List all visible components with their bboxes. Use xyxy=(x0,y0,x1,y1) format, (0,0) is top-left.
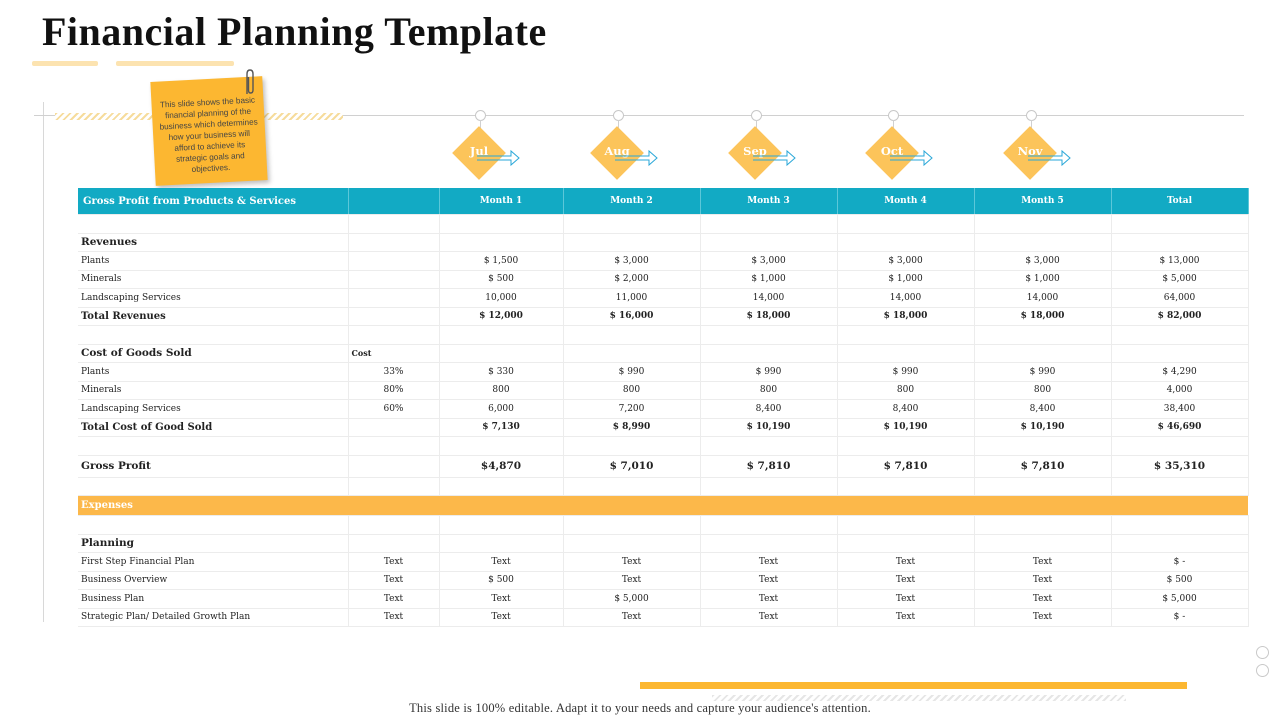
row-label: Business Plan xyxy=(78,590,348,609)
cell-value: 14,000 xyxy=(700,289,837,308)
month-node-oct xyxy=(864,110,924,190)
nav-dot-1[interactable] xyxy=(1256,646,1269,659)
month-node-aug xyxy=(589,110,649,190)
month-label: Sep xyxy=(743,144,767,158)
cost-label: Cost xyxy=(348,344,439,363)
cell-total: $ 46,690 xyxy=(1111,418,1248,437)
cell-value: 800 xyxy=(974,381,1111,400)
cell-value: $ 10,190 xyxy=(974,418,1111,437)
arrow-right-icon xyxy=(613,148,659,168)
month-label: Aug xyxy=(604,144,630,158)
spacer-row xyxy=(78,215,1248,234)
cell-value: 8,400 xyxy=(837,400,974,419)
table-row xyxy=(78,381,1248,400)
cell-value: $ 10,190 xyxy=(837,418,974,437)
cell-value: 800 xyxy=(700,381,837,400)
table-row xyxy=(78,270,1248,289)
spacer-row xyxy=(78,326,1248,345)
cell-value: Text xyxy=(700,571,837,590)
cell-value: $ 3,000 xyxy=(974,252,1111,271)
cell-total: $ 13,000 xyxy=(1111,252,1248,271)
cell-value: Text xyxy=(348,571,439,590)
cell-total: 64,000 xyxy=(1111,289,1248,308)
cell-value: $ 18,000 xyxy=(700,307,837,326)
cell-value: Text xyxy=(700,590,837,609)
section-title: Planning xyxy=(78,534,348,553)
cell-total: $ 82,000 xyxy=(1111,307,1248,326)
cell-value: 8,400 xyxy=(700,400,837,419)
cell-value: $ 990 xyxy=(700,363,837,382)
month-node-nov xyxy=(1002,110,1062,190)
row-label: Total Cost of Good Sold xyxy=(78,418,348,437)
row-label: Business Overview xyxy=(78,571,348,590)
cell-value: $4,870 xyxy=(439,455,563,477)
sticky-note-text: This slide shows the basic financial planning of the business which determines how your business will afford to achieve its strategic goals and objectives. xyxy=(159,95,258,174)
header-cell: Gross Profit from Products & Services xyxy=(78,188,348,215)
cell-value: Text xyxy=(348,553,439,572)
row-label: Plants xyxy=(78,363,348,382)
row-label: Landscaping Services xyxy=(78,400,348,419)
table-header-row xyxy=(78,188,1248,215)
cell-value: Text xyxy=(439,590,563,609)
month-label: Jul xyxy=(469,144,489,158)
cell-value: Text xyxy=(563,608,700,627)
cell-value: 800 xyxy=(837,381,974,400)
header-cell: Month 2 xyxy=(563,188,700,215)
cell-value: Text xyxy=(700,608,837,627)
cell-value: $ 330 xyxy=(439,363,563,382)
title-underline-left xyxy=(32,61,98,66)
cell-total: 38,400 xyxy=(1111,400,1248,419)
footer-accent-bar xyxy=(640,682,1187,689)
cell-value: 8,400 xyxy=(974,400,1111,419)
cell-value: 800 xyxy=(563,381,700,400)
cell-value: Text xyxy=(837,608,974,627)
row-label: Plants xyxy=(78,252,348,271)
cell-value: Text xyxy=(700,553,837,572)
slide-title: Financial Planning Template xyxy=(42,9,547,54)
table-row xyxy=(78,400,1248,419)
cell-value: Text xyxy=(837,571,974,590)
cell-value: 6,000 xyxy=(439,400,563,419)
cell-value: 800 xyxy=(439,381,563,400)
table-row xyxy=(78,553,1248,572)
cell-value: 11,000 xyxy=(563,289,700,308)
cell-value: Text xyxy=(837,553,974,572)
table-row xyxy=(78,608,1248,627)
cell-value: $ 8,990 xyxy=(563,418,700,437)
cell-value: $ 1,000 xyxy=(700,270,837,289)
cell-total: 4,000 xyxy=(1111,381,1248,400)
cell-value: 10,000 xyxy=(439,289,563,308)
cell-value: Text xyxy=(974,590,1111,609)
cell-value: $ 990 xyxy=(837,363,974,382)
cell-value: $ 990 xyxy=(563,363,700,382)
arrow-right-icon xyxy=(888,148,934,168)
month-node-jul xyxy=(451,110,511,190)
cell-value: $ 16,000 xyxy=(563,307,700,326)
cell-total: $ 500 xyxy=(1111,571,1248,590)
table-row xyxy=(78,590,1248,609)
arrow-right-icon xyxy=(1026,148,1072,168)
cell-value: $ 7,810 xyxy=(837,455,974,477)
spacer-row xyxy=(78,477,1248,496)
section-row-cogs xyxy=(78,344,1248,363)
cell-value: $ 1,500 xyxy=(439,252,563,271)
cell-total: $ - xyxy=(1111,553,1248,572)
cell-value: $ 7,010 xyxy=(563,455,700,477)
section-title: Revenues xyxy=(78,233,348,252)
cell-value: $ 12,000 xyxy=(439,307,563,326)
cost-percent: 33% xyxy=(348,363,439,382)
cell-value: $ 18,000 xyxy=(974,307,1111,326)
row-label: Gross Profit xyxy=(78,455,348,477)
expenses-label: Expenses xyxy=(78,496,348,516)
row-label: Minerals xyxy=(78,270,348,289)
table-row xyxy=(78,571,1248,590)
row-label: Total Revenues xyxy=(78,307,348,326)
paperclip-icon xyxy=(243,68,257,98)
row-label: Strategic Plan/ Detailed Growth Plan xyxy=(78,608,348,627)
header-cell: Month 1 xyxy=(439,188,563,215)
cell-value: Text xyxy=(974,571,1111,590)
month-node-sep xyxy=(727,110,787,190)
header-cell: Month 5 xyxy=(974,188,1111,215)
cell-value: $ 3,000 xyxy=(700,252,837,271)
cell-value: $ 990 xyxy=(974,363,1111,382)
cell-value: $ 5,000 xyxy=(563,590,700,609)
cell-value: Text xyxy=(974,553,1111,572)
section-title: Cost of Goods Sold xyxy=(78,344,348,363)
header-cell: Month 3 xyxy=(700,188,837,215)
table-row xyxy=(78,252,1248,271)
cell-total: $ 4,290 xyxy=(1111,363,1248,382)
arrow-right-icon xyxy=(751,148,797,168)
cell-value: $ 7,130 xyxy=(439,418,563,437)
header-cell: Total xyxy=(1111,188,1248,215)
header-cell xyxy=(348,188,439,215)
nav-dot-2[interactable] xyxy=(1256,664,1269,677)
gross-profit-row xyxy=(78,455,1248,477)
spacer-row xyxy=(78,437,1248,456)
cell-value: $ 7,810 xyxy=(974,455,1111,477)
expenses-band xyxy=(78,496,1248,516)
spacer-row xyxy=(78,516,1248,535)
header-cell: Month 4 xyxy=(837,188,974,215)
cell-value: Text xyxy=(974,608,1111,627)
cell-value: Text xyxy=(563,553,700,572)
cost-percent: 80% xyxy=(348,381,439,400)
table-row xyxy=(78,289,1248,308)
cell-value: Text xyxy=(348,608,439,627)
cell-value: $ 7,810 xyxy=(700,455,837,477)
section-row-revenues xyxy=(78,233,1248,252)
arrow-right-icon xyxy=(475,148,521,168)
total-row-revenues xyxy=(78,307,1248,326)
cell-value: $ 2,000 xyxy=(563,270,700,289)
cost-percent: 60% xyxy=(348,400,439,419)
cell-total: $ 5,000 xyxy=(1111,590,1248,609)
financial-table xyxy=(78,188,1249,627)
cell-value: Text xyxy=(439,553,563,572)
cell-value: $ 500 xyxy=(439,270,563,289)
month-label: Oct xyxy=(880,144,904,158)
cell-value: 7,200 xyxy=(563,400,700,419)
cell-value: Text xyxy=(348,590,439,609)
cell-value: $ 1,000 xyxy=(837,270,974,289)
cell-value: 14,000 xyxy=(974,289,1111,308)
cell-value: Text xyxy=(563,571,700,590)
total-row-cogs xyxy=(78,418,1248,437)
cell-value: $ 500 xyxy=(439,571,563,590)
cell-value: 14,000 xyxy=(837,289,974,308)
row-label: Landscaping Services xyxy=(78,289,348,308)
cell-value: $ 10,190 xyxy=(700,418,837,437)
cell-total: $ 5,000 xyxy=(1111,270,1248,289)
section-row-planning xyxy=(78,534,1248,553)
cell-total: $ - xyxy=(1111,608,1248,627)
row-label: First Step Financial Plan xyxy=(78,553,348,572)
cell-value: Text xyxy=(439,608,563,627)
month-label: Nov xyxy=(1017,144,1043,158)
cell-value: $ 18,000 xyxy=(837,307,974,326)
cell-value: Text xyxy=(837,590,974,609)
footer-caption: This slide is 100% editable. Adapt it to your needs and capture your audience's attention. xyxy=(409,701,871,715)
cell-value: $ 1,000 xyxy=(974,270,1111,289)
cell-value: $ 3,000 xyxy=(837,252,974,271)
table-row xyxy=(78,363,1248,382)
title-underline-right xyxy=(116,61,234,66)
row-label: Minerals xyxy=(78,381,348,400)
frame-vertical-line xyxy=(43,102,44,622)
cell-value: $ 3,000 xyxy=(563,252,700,271)
cell-total: $ 35,310 xyxy=(1111,455,1248,477)
